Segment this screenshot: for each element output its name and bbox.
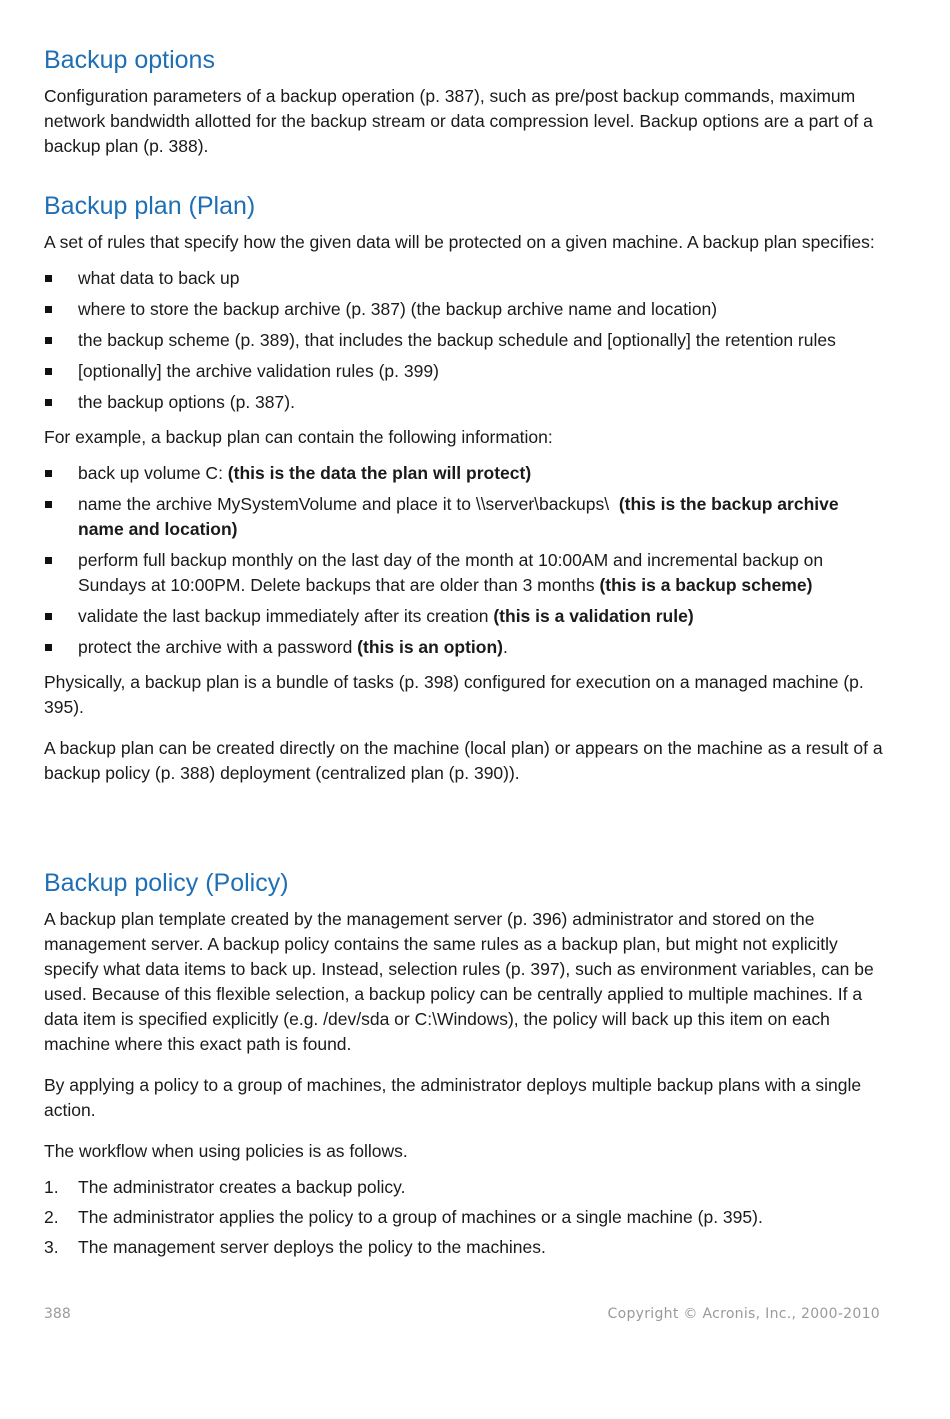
paragraph: A backup plan can be created directly on the machine (local plan) or appears on the machine as a result of a backup policy (p. 388) deployment (centralized plan (p. 390)). xyxy=(44,738,883,783)
list-item: [optionally] the archive validation rules (p. 399) xyxy=(44,359,884,384)
list-item xyxy=(44,1205,884,1230)
list-item xyxy=(44,635,884,660)
step-number: 3. xyxy=(44,1237,59,1257)
step-text: The administrator applies the policy to a group of machines or a single machine (p. 395). xyxy=(78,1207,763,1227)
item-text: protect the archive with a password xyxy=(78,637,358,657)
item-text: perform full backup monthly on the last day of the month at 10:00AM and incremental backup on Sundays at 10:00PM. Delete backups that are older than 3 months xyxy=(78,550,824,595)
item-emphasis: (this is the backup archive name and location) xyxy=(78,494,839,539)
list-item xyxy=(44,1175,884,1200)
page-number: 388 xyxy=(44,1306,71,1322)
plan-example-list xyxy=(44,461,884,660)
list-item: the backup options (p. 387). xyxy=(44,390,884,415)
section-heading: Backup options xyxy=(44,46,215,74)
paragraph: Physically, a backup plan is a bundle of tasks (p. 398) configured for execution on a managed machine (p. 395). xyxy=(44,672,864,717)
paragraph: A set of rules that specify how the given data will be protected on a given machine. A backup plan specifies: xyxy=(44,232,875,252)
list-item xyxy=(44,492,884,542)
section-backup-options xyxy=(44,45,884,159)
list-item xyxy=(44,1235,884,1260)
list-item xyxy=(44,548,884,598)
step-number: 1. xyxy=(44,1177,59,1197)
paragraph: A backup plan template created by the management server (p. 396) administrator and stored on the management server. A backup policy contains the same rules as a backup plan, but might not explicitly specify what data items to back up. Instead, selection rules (p. 397), such as environment variables, can be used. Because of this flexible selection, a backup policy can be centrally applied to multiple machines. If a data item is specified explicitly (e.g. /dev/sda or C:\Windows), the policy will back up this item on each machine where this exact path is found. xyxy=(44,909,874,1054)
item-emphasis: (this is an option) xyxy=(357,637,503,657)
item-text: name the archive MySystemVolume and place it to \\server\backups\ xyxy=(78,494,619,514)
list-item xyxy=(44,461,884,486)
item-text: validate the last backup immediately after its creation xyxy=(78,606,494,626)
section-backup-policy xyxy=(44,868,884,1260)
paragraph: The workflow when using policies is as follows. xyxy=(44,1141,408,1161)
item-text: back up volume C: xyxy=(78,463,228,483)
item-emphasis: (this is the data the plan will protect) xyxy=(227,463,532,483)
list-item: where to store the backup archive (p. 387) (the backup archive name and location) xyxy=(44,297,884,322)
paragraph: For example, a backup plan can contain the following information: xyxy=(44,427,553,447)
item-tail: . xyxy=(503,637,508,657)
plan-specifies-list xyxy=(44,266,884,415)
copyright-notice: Copyright © Acronis, Inc., 2000-2010 xyxy=(607,1306,880,1322)
section-heading: Backup plan (Plan) xyxy=(44,192,256,220)
workflow-steps-list xyxy=(44,1175,884,1260)
item-emphasis: (this is a backup scheme) xyxy=(599,575,813,595)
list-item: the backup scheme (p. 389), that includes the backup schedule and [optionally] the retention rules xyxy=(44,328,884,353)
paragraph: By applying a policy to a group of machines, the administrator deploys multiple backup plans with a single action. xyxy=(44,1075,862,1120)
step-number: 2. xyxy=(44,1207,59,1227)
step-text: The administrator creates a backup policy. xyxy=(78,1177,406,1197)
section-backup-plan xyxy=(44,191,884,786)
paragraph: Configuration parameters of a backup operation (p. 387), such as pre/post backup commands, maximum network bandwidth allotted for the backup stream or data compression level. Backup options are a part of a backup plan (p. 388). xyxy=(44,86,873,156)
list-item xyxy=(44,604,884,629)
step-text: The management server deploys the policy to the machines. xyxy=(78,1237,546,1257)
item-emphasis: (this is a validation rule) xyxy=(493,606,694,626)
section-heading: Backup policy (Policy) xyxy=(44,869,289,897)
list-item: what data to back up xyxy=(44,266,884,291)
